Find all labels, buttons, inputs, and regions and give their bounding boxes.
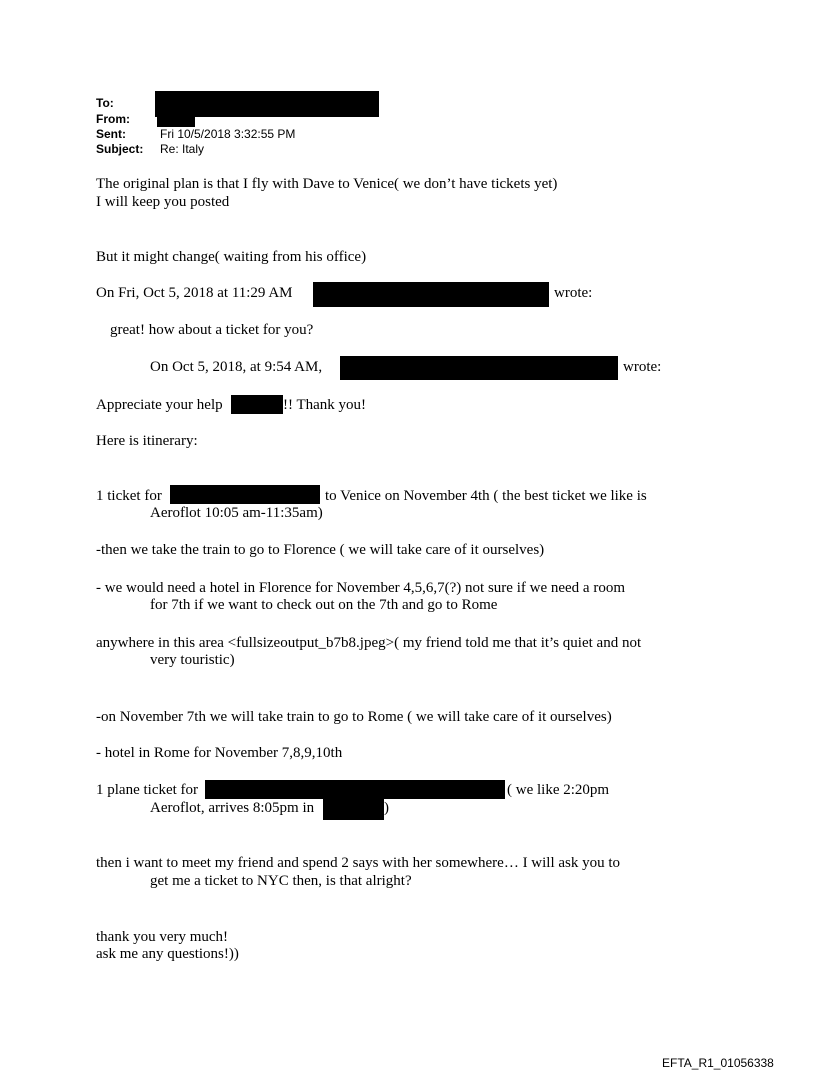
body-line-2: I will keep you posted (96, 194, 230, 210)
plane-line-b: ( we like 2:20pm (507, 782, 610, 798)
friend-line-b: get me a ticket to NYC then, is that alright? (150, 873, 412, 889)
from-label: From: (96, 112, 130, 126)
header-subject-row (96, 142, 205, 156)
quote2-wrote: wrote: (623, 359, 662, 375)
hotel2-line: - hotel in Rome for November 7,8,9,10th (96, 745, 343, 761)
body-line-1: The original plan is that I fly with Dave to Venice( we don’t have tickets yet) (96, 176, 558, 192)
subject-value: Re: Italy (160, 142, 205, 156)
header-from-row (96, 112, 160, 126)
ask-line: ask me any questions!)) (96, 946, 239, 962)
train2-line: -on November 7th we will take train to go to Rome ( we will take care of it ourselves) (96, 709, 612, 725)
sent-value: Fri 10/5/2018 3:32:55 PM (160, 127, 296, 141)
to-label: To: (96, 96, 114, 110)
quote1-text: great! how about a ticket for you? (110, 322, 314, 338)
quote2-header: On Oct 5, 2018, at 9:54 AM, (150, 359, 323, 375)
friend-line-a: then i want to meet my friend and spend 2 says with her somewhere… I will ask you to (96, 855, 621, 871)
header-sent-row (96, 127, 296, 141)
body-line-3: But it might change( waiting from his office) (96, 249, 367, 265)
redaction-quote2-sender (340, 356, 618, 380)
help-line-a: Appreciate your help (96, 397, 223, 413)
itinerary-heading: Here is itinerary: (96, 433, 198, 449)
hotel1-line-a: - we would need a hotel in Florence for November 4,5,6,7(?) not sure if we need a room (96, 580, 625, 596)
area-line-b: very touristic) (150, 652, 235, 668)
quote1-header: On Fri, Oct 5, 2018 at 11:29 AM (96, 285, 293, 301)
plane-line-c: Aeroflot, arrives 8:05pm in (150, 800, 315, 816)
redaction-ticket1-name (170, 485, 320, 504)
document-id: EFTA_R1_01056338 (662, 1056, 774, 1070)
ticket1-line-a: 1 ticket for (96, 488, 162, 504)
sent-label: Sent: (96, 127, 126, 141)
redaction-plane-city (323, 797, 384, 820)
subject-label: Subject: (96, 142, 144, 156)
redaction-quote1-sender (313, 282, 549, 307)
area-line-a: anywhere in this area <fullsizeoutput_b7b8.jpeg>( my friend told me that it’s quiet and not (96, 635, 642, 651)
quote1-wrote: wrote: (554, 285, 593, 301)
redaction-help-name (231, 395, 283, 414)
ticket1-line-c: Aeroflot 10:05 am-11:35am) (150, 505, 323, 521)
redaction-from (157, 114, 195, 127)
plane-line-a: 1 plane ticket for (96, 782, 199, 798)
ticket1-line-b: to Venice on November 4th ( the best ticket we like is (325, 488, 647, 504)
train1-line: -then we take the train to go to Florence ( we will take care of it ourselves) (96, 542, 545, 558)
header-to-row (96, 96, 160, 110)
hotel1-line-b: for 7th if we want to check out on the 7th and go to Rome (150, 597, 498, 613)
plane-line-d: ) (384, 800, 389, 816)
help-line-b: !! Thank you! (283, 397, 367, 413)
thanks-line: thank you very much! (96, 929, 229, 945)
